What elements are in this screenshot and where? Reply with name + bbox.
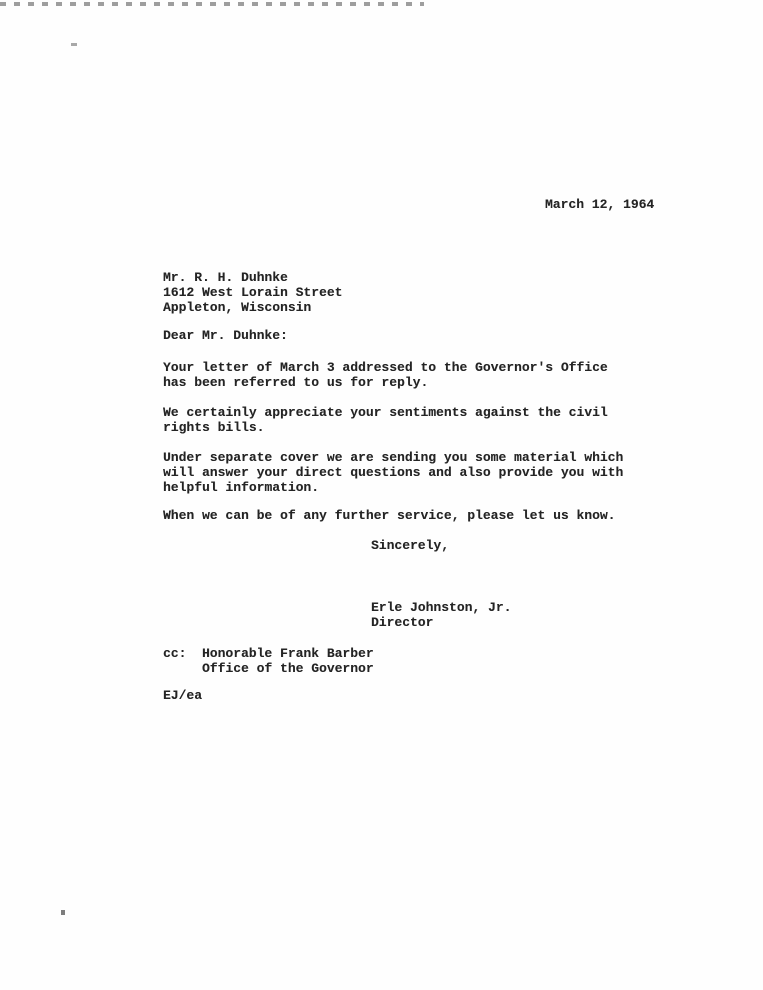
paragraph-line: When we can be of any further service, please let us know. — [163, 508, 616, 523]
cc-label: cc: — [163, 646, 187, 661]
signer-name: Erle Johnston, Jr. — [371, 600, 512, 615]
paragraph-2 — [163, 405, 608, 435]
cc-recipient-office: Office of the Governor — [202, 661, 374, 676]
scan-speck-bottom-left — [61, 910, 65, 915]
paragraph-3 — [163, 450, 623, 495]
scan-perforation-dashes — [0, 2, 424, 6]
cc-recipients — [202, 646, 374, 676]
cc-block — [163, 646, 374, 676]
signer-title: Director — [371, 615, 434, 630]
typist-initials: EJ/ea — [163, 688, 203, 703]
recipient-street: 1612 West Lorain Street — [163, 285, 343, 300]
signature-block — [371, 600, 511, 630]
paragraph-line: We certainly appreciate your sentiments against the civil — [163, 405, 608, 420]
closing-salutation: Sincerely, — [371, 538, 450, 553]
paragraph-1 — [163, 360, 608, 390]
recipient-address-block — [163, 270, 342, 315]
letter-date: March 12, 1964 — [545, 197, 655, 212]
paragraph-4 — [163, 508, 615, 523]
paragraph-line: Your letter of March 3 addressed to the Governor's Office — [163, 360, 608, 375]
paragraph-line: has been referred to us for reply. — [163, 375, 429, 390]
recipient-city: Appleton, Wisconsin — [163, 300, 312, 315]
paragraph-line: will answer your direct questions and also provide you with — [163, 465, 624, 480]
recipient-name: Mr. R. H. Duhnke — [163, 270, 288, 285]
paragraph-line: helpful information. — [163, 480, 320, 495]
cc-recipient-name: Honorable Frank Barber — [202, 646, 374, 661]
salutation: Dear Mr. Duhnke: — [163, 328, 288, 343]
paragraph-line: Under separate cover we are sending you some material which — [163, 450, 624, 465]
scan-speck-top-left — [71, 43, 77, 46]
paragraph-line: rights bills. — [163, 420, 265, 435]
